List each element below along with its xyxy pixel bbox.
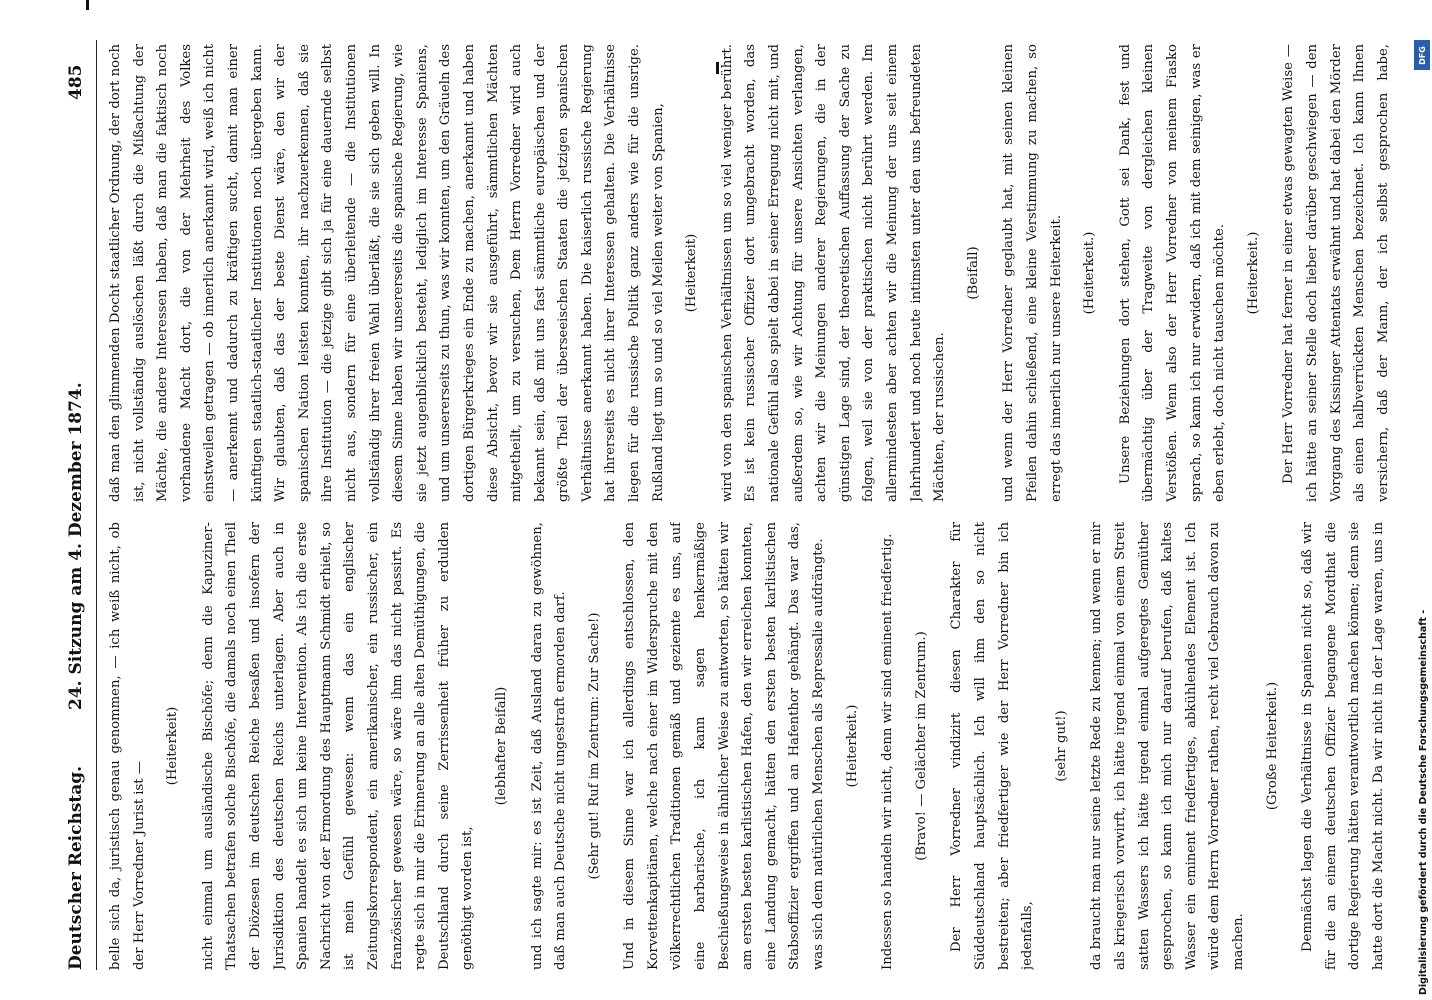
- text-column-left: [104, 522, 1394, 970]
- speech-paragraph: und wenn der Herr Vorredner geglaubt hat, mit seinen kleinen Pfeilen dahin schießend, eine kleine Verstimmung zu machen, so erregt das innerlich nur unsere Heiterkeit.: [1001, 44, 1064, 502]
- speech-paragraph: wird von den spanischen Verhältnissen um so viel weniger berührt. Es ist kein russischer Offizier dort umgebracht worden, das nationale Gefühl also spielt dabei in seiner Erregung nicht mit, und außerdem so, wie wir Achtung für unsere Ansichten verlangen, achten wir die Meinungen anderer Regierungen, die in der günstigen Lage sind, der theoretischen Auffassung der Sache zu folgen, weil sie von der praktischen nicht berührt werden. Im allermindesten aber achten wir die Meinung der uns seit einem Jahrhundert und noch heute intimsten unter den uns befreundeten Mächten, der russischen.: [719, 44, 948, 502]
- speech-interjection: (Heiterkeit.): [1245, 231, 1261, 315]
- speech-paragraph: daß man den glimmenden Docht staatlicher Ordnung, der dort noch ist, nicht vollständig auslöschen läßt durch die Mißachtung der Mächte, die andere Interessen haben, daß man die faktisch noch vorhandene Macht dort, die von der Mehrheit des Volkes einstweilen getragen — ob innerlich anerkannt wird, weiß ich nicht — anerkennt und dadurch zu kräftigen sucht, damit man einer künftigen staatlich-staatlicher Institutionen noch übergeben kann. Wir glaubten, daß das der beste Dienst wäre, den wir der spanischen Nation leisten konnten, ihr nachzuerkennen, daß sie ihre Institution — die jetzige gibt sich ja für eine dauernde selbst nicht aus, sondern für eine überleitende — die Institutionen vollständig ihrer freien Wahl überläßt, die sie sich geben will. In diesem Sinne haben wir unsererseits die spanische Regierung, wie sie jetzt augenblicklich besteht, lediglich im Interesse Spaniens, und um unsererseits zu thun, was wir konnten, um den Gräueln des dortigen Bürgerkrieges ein Ende zu machen, anerkannt und haben diese Absicht, bevor wir sie ausgeführt, sämmtlichen Mächten mitgetheilt, um zu versuchen, Dem Herrn Vorredner wird auch bekannt sein, daß mit uns fast sämmtliche europäischen und der größte Theil der überseeischen Staaten die jetzigen spanischen Verhältnisse anerkannt haben. Die kaiserlich russische Regierung hat ihrerseits es nicht ihrer Interessen gehalten. Die Verhältnisse liegen für die russische Politik ganz anders wie für die unsrige. Rußland liegt um so und so viel Meilen weiter von Spanien,: [108, 44, 666, 502]
- speech-paragraph: Demnächst lagen die Verhältnisse in Spanien nicht so, daß wir für die an einem deutschen Offizier begangene Mordthat die dortige Regierung hätten verantwortlich machen können; denn sie hatte dort die Macht nicht. Da wir nicht in der Lage waren, uns in: [1300, 522, 1386, 970]
- speech-interjection: (Heiterkeit.): [1082, 231, 1098, 315]
- speech-interjection: (sehr gut!): [1053, 710, 1069, 782]
- text-column-right: [104, 44, 1394, 502]
- scan-mark: [86, 0, 89, 10]
- speech-interjection: (Heiterkeit): [165, 706, 181, 786]
- speech-paragraph: Unsere Beziehungen dort stehen, Gott sei Dank, fest und übermächtig über der Tragweite von dergleichen kleinen Verstößen. Wenn also der Herr Vorredner von meinem Fiasko sprach, so kann ich nur erwidern, daß ich mit dem seinigen, was er eben erlebt, doch nicht tauschen möchte.: [1117, 44, 1228, 502]
- speech-paragraph: nicht einmal um ausländische Bischöfe; denn die Kapuziner-Thatsachen betrafen solche Bischöfe, die damals noch einen Theil der Diözesen im deutschen Reiche besaßen und insofern der Jurisdiktion des deutschen Reichs unterlagen. Aber auch in Spanien handelt es sich um keine Intervention. Als ich die erste Nachricht von der Ermordung des Hauptmann Schmidt erhielt, so ist mein Gefühl gewesen: wenn das ein englischer Zeitungskorrespondent, ein amerikanischer, ein russischer, ein französischer gewesen wäre, so wäre ihm das nicht passirt. Es regte sich in mir die Erinnerung an alle alten Demüthigungen, die Deutschland durch seine Zerrissenheit früher zu erdulden genöthigt worden ist,: [200, 522, 476, 970]
- speech-interjection: (Sehr gut! Ruf im Zentrum: Zur Sache!): [586, 612, 602, 880]
- speech-interjection: (Heiterkeit.): [844, 704, 860, 788]
- running-header-left: Deutscher Reichstag.: [66, 765, 86, 970]
- speech-paragraph: und ich sagte mir: es ist Zeit, daß Ausland daran zu gewöhnen, daß man auch Deutsche nicht ungestraft ermorden darf.: [529, 522, 569, 970]
- running-header-session: 24. Sitzung am 4. Dezember 1874.: [66, 382, 86, 710]
- dfg-logo: DFG: [1414, 40, 1430, 70]
- scan-mark: [716, 62, 719, 74]
- speech-paragraph: da braucht man nur seine letzte Rede zu kennen; und wenn er mir als kriegerisch vorwirft, ich hätte irgend einmal von einem Streit satten Wassers ich hätte irgend einmal aufgeregtes Gemüther gesprochen, so kann ich mich nur darauf berufen, daß kaltes Wasser ein eminent friedfertiges, abkühlendes Element ist. Ich würde dem Herrn Vorredner rathen, recht viel Gebrauch davon zu machen.: [1089, 522, 1246, 970]
- speech-paragraph: belle sich da, juristisch genau genommen, — ich weiß nicht, ob der Herr Vorredner Jurist ist —: [108, 522, 147, 970]
- rotated-page: [16, 20, 1416, 980]
- speech-interjection: (Große Heiterkeit.): [1264, 681, 1280, 811]
- header-rule: [96, 40, 97, 970]
- speech-interjection: (Beifall): [965, 246, 981, 300]
- speech-paragraph: Indessen so handeln wir nicht, denn wir sind eminent friedfertig.: [880, 533, 896, 970]
- speech-interjection: (Heiterkeit): [684, 233, 700, 313]
- speech-paragraph: Und in diesem Sinne war ich allerdings entschlossen, den Korvettenkapitänen, welche nach einer im Widerspruche mit den völkerrechtlichen Traditionen gemäß und geziemte es uns, auf eine barbarische, ich kann sagen henkermäßige Beschießungsweise in ähnlicher Weise zu antworten, so hätten wir am ersten besten karlistischen Hafen, den wir erreichen konnten, eine Landung gemacht, hätten den ersten besten karlistischen Stabsoffizier ergriffen und an Hafenthor gehängt. Das war das, was sich dem natürlichen Menschen als Repressalie aufdrängte.: [622, 522, 827, 970]
- speech-interjection: (Bravo! — Gelächter im Zentrum.): [913, 631, 929, 861]
- speech-paragraph: Der Herr Vorredner vindizirt diesen Charakter für Süddeutschland hauptsächlich. Ich will ihm den so nicht bestreiten; aber friedfertiger wie der Herr Vorredner bin ich jedenfalls,: [949, 522, 1036, 970]
- speech-interjection: (lebhafter Beifall): [493, 686, 509, 806]
- digitization-credit: Digitalisierung gefördert durch die Deutsche Forschungsgemeinschaft -: [1418, 609, 1429, 995]
- page-number: 485: [66, 64, 86, 100]
- speech-paragraph: Der Herr Vorredner hat ferner in einer etwas gewagten Weise — ich hätte an seiner Stelle doch lieber darüber geschwiegen — den Vorgang des Kissinger Attentats erwähnt und hat dabei den Mörder als einen halbverrückten Menschen bezeichnet. Ich kann Ihnen versichern, daß der Mann, der ich selbst gesprochen habe,: [1281, 44, 1391, 502]
